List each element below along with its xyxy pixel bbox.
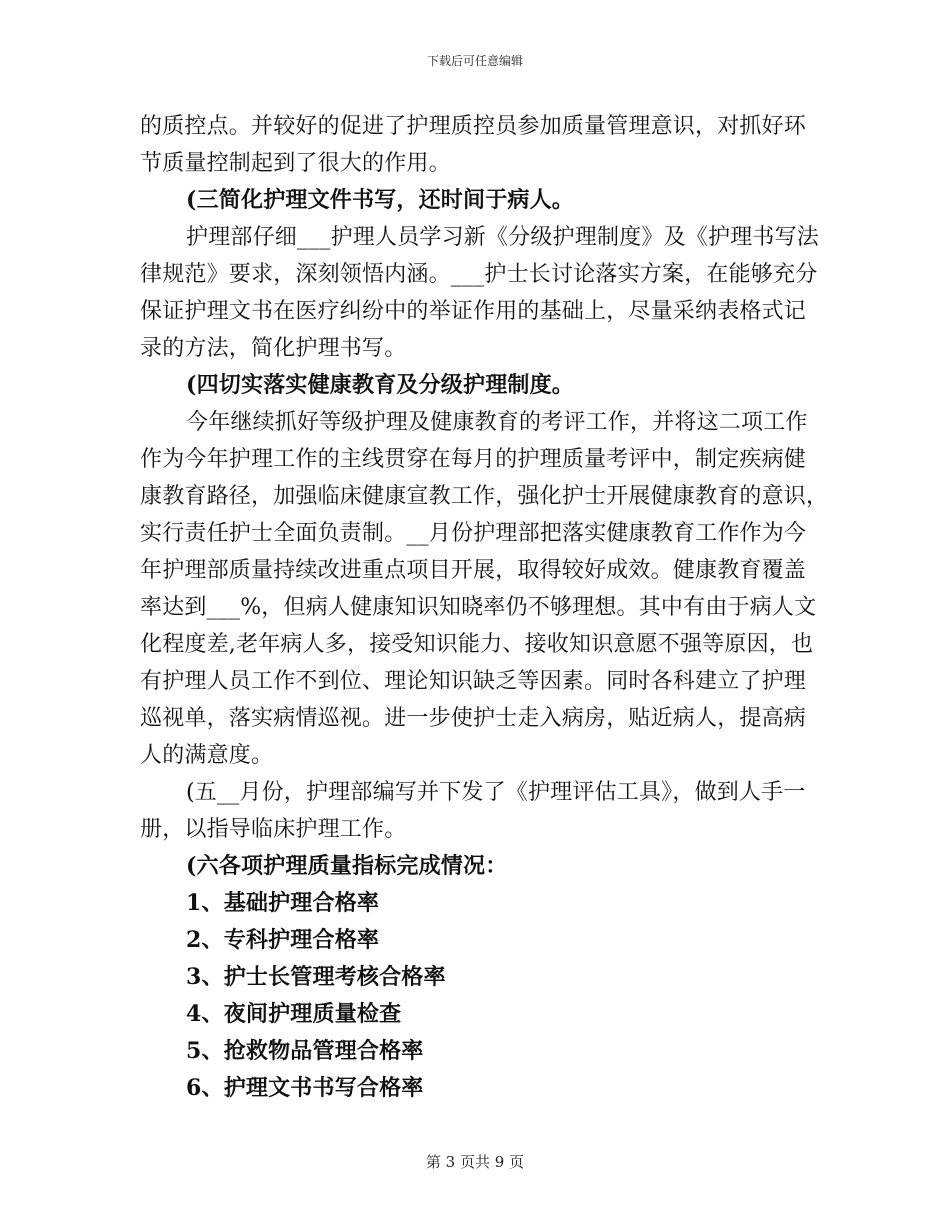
- list-item: 3、护士长管理考核合格率: [186, 964, 446, 990]
- list-item: 5、抢救物品管理合格率: [186, 1038, 424, 1064]
- paragraph-line: 巡视单，落实病情巡视。进一步使护士走入病房，贴近病人，提高病: [140, 706, 807, 731]
- paragraph-line: 实行责任护士全面负责制。__月份护理部把落实健康教育工作作为今: [140, 521, 807, 546]
- header-note: 下载后可任意编辑: [426, 54, 523, 68]
- section-heading-6: (六各项护理质量指标完成情况：: [186, 853, 508, 879]
- paragraph-line: 人的满意度。: [140, 743, 274, 768]
- list-item: 2、专科护理合格率: [186, 927, 380, 953]
- section-heading-3: (三简化护理文件书写，还时间于病人。: [186, 187, 575, 213]
- paragraph-line: 录的方法，简化护理书写。: [140, 336, 407, 361]
- paragraph-line: 保证护理文书在医疗纠纷中的举证作用的基础上，尽量采纳表格式记: [140, 299, 807, 324]
- paragraph-line: 有护理人员工作不到位、理论知识缺乏等因素。同时各科建立了护理: [140, 669, 807, 694]
- paragraph-line: 节质量控制起到了很大的作用。: [140, 151, 451, 176]
- paragraph-line: 的质控点。并较好的促进了护理质控员参加质量管理意识，对抓好环: [140, 114, 807, 139]
- paragraph-line: 年护理部质量持续改进重点项目开展，取得较好成效。健康教育覆盖: [140, 558, 807, 583]
- list-item: 6、护理文书书写合格率: [186, 1075, 424, 1101]
- list-item: 1、基础护理合格率: [186, 890, 380, 916]
- paragraph-line: 作为今年护理工作的主线贯穿在每月的护理质量考评中，制定疾病健: [140, 447, 807, 472]
- paragraph-line: (五__月份，护理部编写并下发了《护理评估工具》，做到人手一: [186, 780, 806, 805]
- list-item: 4、夜间护理质量检查: [186, 1001, 402, 1027]
- paragraph-line: 律规范》要求，深刻领悟内涵。___护士长讨论落实方案，在能够充分: [140, 262, 818, 287]
- paragraph-line: 康教育路径，加强临床健康宣教工作，强化护士开展健康教育的意识，: [140, 484, 829, 509]
- paragraph-line: 化程度差,老年病人多，接受知识能力、接收知识意愿不强等原因，也: [140, 632, 814, 657]
- page-content: [140, 108, 829, 1107]
- page-footer: 第 3 页共 9 页: [425, 1153, 525, 1171]
- paragraph-line: 率达到___%，但病人健康知识知晓率仍不够理想。其中有由于病人文: [140, 595, 817, 620]
- paragraph-line: 今年继续抓好等级护理及健康教育的考评工作，并将这二项工作: [186, 410, 808, 435]
- paragraph-line: 册，以指导临床护理工作。: [140, 817, 407, 842]
- section-heading-4: (四切实落实健康教育及分级护理制度。: [186, 372, 575, 398]
- paragraph-line: 护理部仔细___护理人员学习新《分级护理制度》及《护理书写法: [186, 225, 820, 250]
